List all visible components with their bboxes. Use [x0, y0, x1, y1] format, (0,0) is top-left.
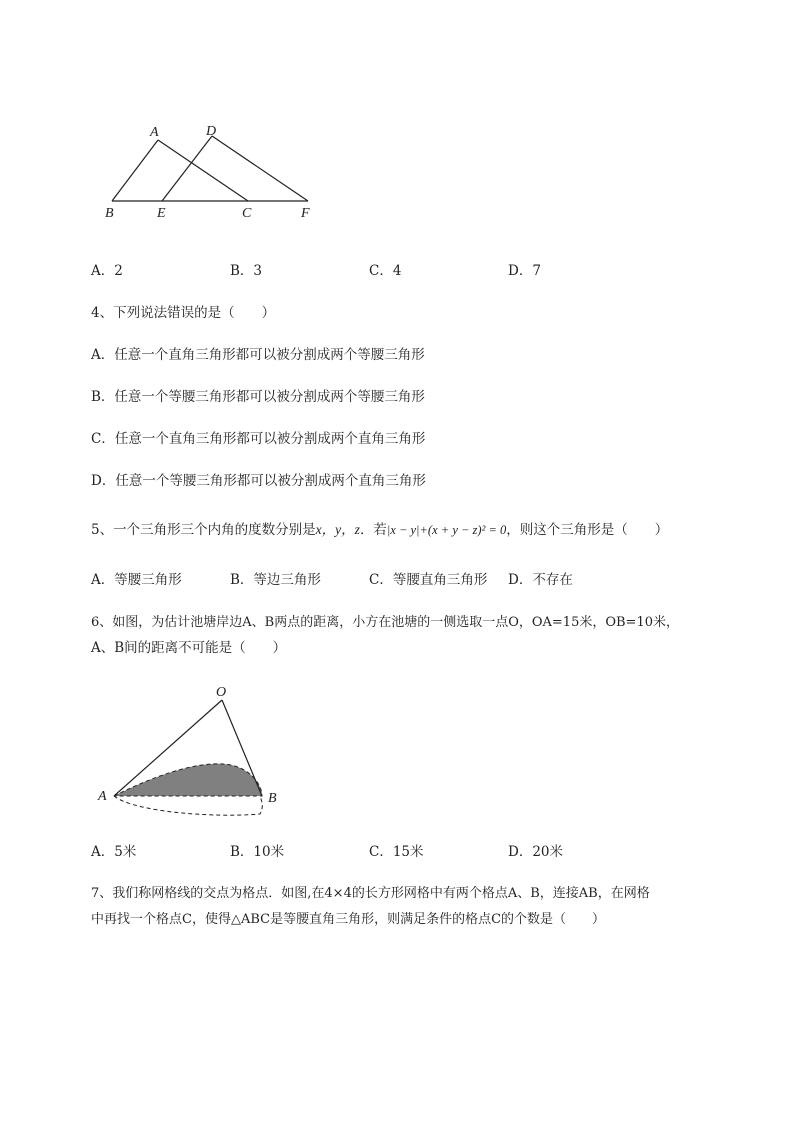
- q5-vars: x，y，z．: [315, 522, 374, 537]
- q3-option-d[interactable]: D．7: [508, 263, 541, 279]
- label-F: F: [301, 206, 310, 221]
- q6-option-a[interactable]: A．5米: [91, 844, 137, 860]
- q5-equation: |x − y|+(x + y − z)² = 0: [386, 523, 507, 537]
- label-C: C: [242, 206, 252, 221]
- q7-stem-line2: 中再找一个格点C，使得△ABC是等腰直角三角形，则满足条件的格点C的个数是（ ）: [91, 912, 606, 927]
- q7-stem-line1: 7、我们称网格线的交点为格点．如图,在4×4的长方形网格中有两个格点A、B，连接AB，在网格: [91, 886, 650, 901]
- pond-shape: [114, 764, 262, 796]
- label-E: E: [157, 206, 166, 221]
- triangle-figure-1: [100, 118, 330, 228]
- segment-DF: [212, 136, 308, 201]
- q5-stem: [91, 521, 668, 539]
- q6-option-c[interactable]: C．15米: [369, 844, 424, 860]
- segment-DE: [162, 136, 212, 201]
- q6-option-d[interactable]: D．20米: [508, 844, 564, 860]
- q4-option-a[interactable]: A．任意一个直角三角形都可以被分割成两个等腰三角形: [91, 347, 425, 363]
- q5-condition-prefix: 若: [373, 522, 387, 538]
- q4-option-d[interactable]: D．任意一个等腰三角形都可以被分割成两个直角三角形: [91, 473, 426, 489]
- q6-stem-line2: A、B间的距离不可能是（ ）: [91, 640, 287, 656]
- q5-stem-suffix: ，则这个三角形是（ ）: [506, 522, 669, 538]
- segment-AC: [158, 140, 248, 201]
- pond-figure: [94, 684, 294, 824]
- q6-option-b[interactable]: B．10米: [230, 844, 285, 860]
- label-A: A: [98, 789, 107, 804]
- segment-AB: [112, 140, 158, 201]
- q5-option-a[interactable]: A．等腰三角形: [91, 572, 182, 588]
- q5-stem-prefix: 5、一个三角形三个内角的度数分别是: [91, 522, 316, 538]
- q3-option-a[interactable]: A．2: [91, 263, 123, 279]
- label-D: D: [206, 124, 217, 139]
- q3-option-c[interactable]: C．4: [369, 263, 402, 279]
- label-B: B: [268, 791, 277, 806]
- label-A: A: [150, 125, 159, 140]
- q4-option-c[interactable]: C．任意一个直角三角形都可以被分割成两个直角三角形: [91, 431, 426, 447]
- label-O: O: [216, 685, 227, 700]
- q5-option-d[interactable]: D．不存在: [508, 572, 573, 588]
- q5-option-b[interactable]: B．等边三角形: [230, 572, 321, 588]
- q3-option-b[interactable]: B．3: [230, 263, 263, 279]
- q5-option-c[interactable]: C．等腰直角三角形: [369, 572, 488, 588]
- q4-stem: 4、下列说法错误的是（ ）: [91, 305, 276, 321]
- label-B: B: [105, 206, 114, 221]
- q6-stem-line1: 6、如图，为估计池塘岸边A、B两点的距离，小方在池塘的一侧选取一点O，OA=15米，OB=10米，: [91, 615, 679, 630]
- pond-lower-boundary: [114, 796, 262, 815]
- q4-option-b[interactable]: B．任意一个等腰三角形都可以被分割成两个等腰三角形: [91, 389, 425, 405]
